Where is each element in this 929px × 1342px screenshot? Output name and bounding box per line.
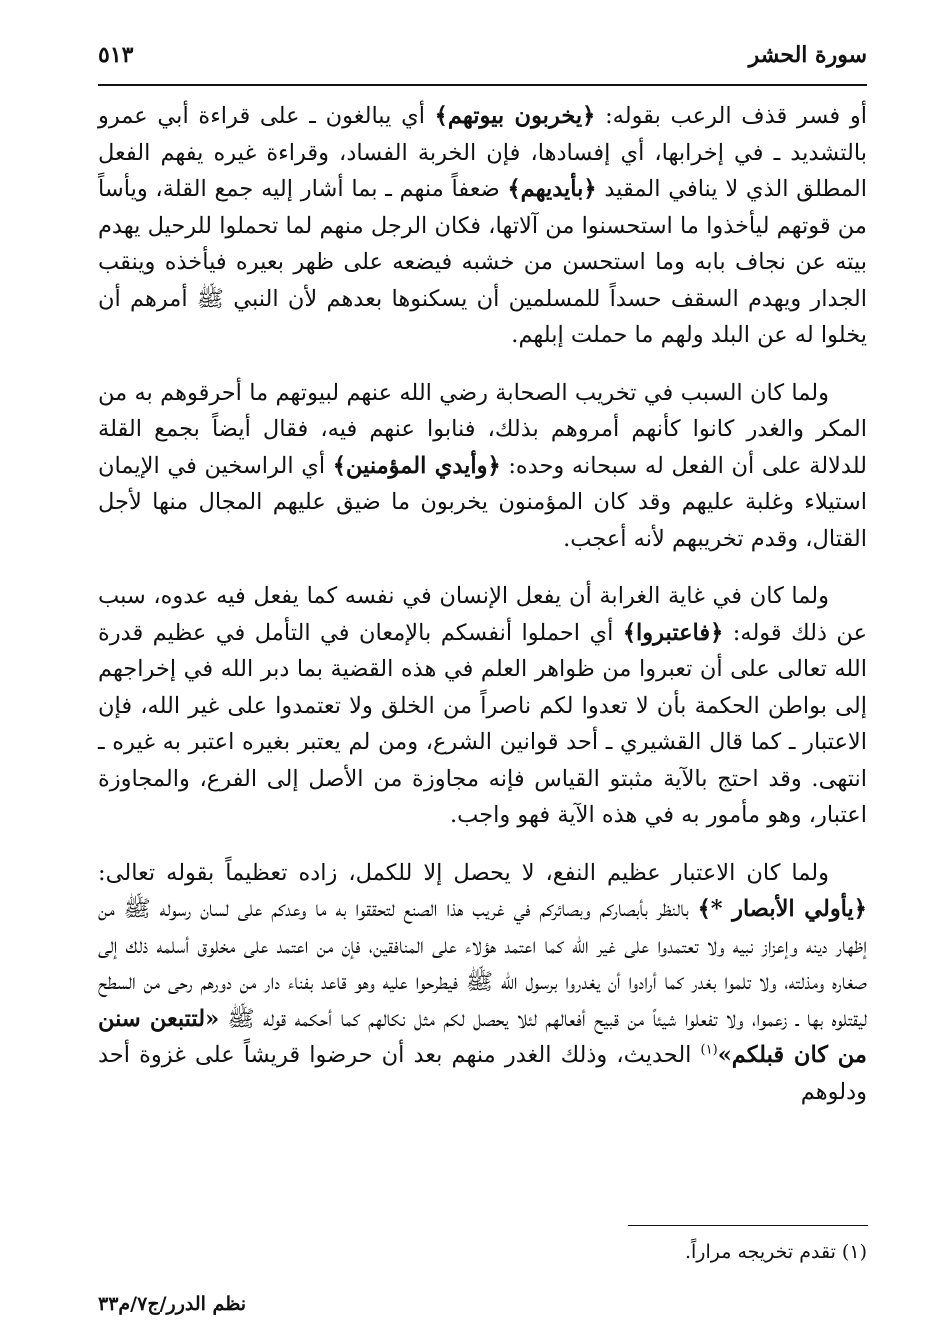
text-run: ولما كان الاعتبار عظيم النفع، لا يحصل إلا للكمل، زاده تعظيماً بقوله تعالى: [98,859,829,886]
footnote-marker[interactable]: (١) [700,1042,718,1058]
footnote-divider [628,1225,868,1226]
body-text [98,98,867,1131]
paragraph-3 [98,578,867,834]
running-title: سورة الحشر [748,42,867,68]
quran-quote: ﴿بأيديهم﴾ [507,176,597,202]
text-run: أي يبالغون ـ على قراءة أبي عمرو بالتشديد ـ في إخرابها، أي إفسادها، فإن الخربة الفساد، وقراءة غيره يفهم الفعل المطلق الذي لا ينافي المقيد [98,103,867,202]
quran-quote: ﴿فاعتبروا﴾ [622,619,724,646]
paragraph-4 [98,855,867,1111]
quran-quote: ﴿وأيدي المؤمنين﴾ [332,452,501,479]
text-run: الحديث، وذلك الغدر منهم بعد أن حرضوا قريشاً على غزوة أحد ودلوهم [98,1042,867,1105]
paragraph-2 [98,375,867,558]
text-run: أو فسر قذف الرعب بقوله: [595,103,868,129]
text-run: أي الراسخين في الإيمان استيلاء وغلبة عليهم وقد كان المؤمنون يخربون ما ضيق عليهم المجال منها لأجل القتال، وقدم تخريبهم لأنه أعجب. [98,452,867,552]
paragraph-1 [98,98,867,354]
footnote: (١) تقدم تخريجه مراراً. [684,1241,867,1263]
quran-quote: ﴿يأولي الأبصار *﴾ [697,896,867,922]
text-run: ولما كان في غاية الغرابة أن يفعل الإنسان في نفسه كما يفعل فيه عدوه، سبب عن ذلك قوله: [98,583,867,646]
hadith-quote: «لتتبعن سنن من كان قبلكم» [98,1005,867,1068]
page-header [98,38,867,86]
text-run: أي احملوا أنفسكم بالإمعان في التأمل في عظيم قدرة الله تعالى على أن تعبروا من ظواهر العلم في هذه القضية بما دبر الله في إخراجهم إلى بواطن الحكمة بأن لا تعدوا لكم ناصراً من الخلق ولا تعتمدوا على غير الله، فإن الاعتبار ـ كما قال القشيري ـ أحد قوانين الشرع، ومن لم يعتبر بغيره اعتبر به غيره ـ انتهى. وقد احتج بالآية مثبتو القياس فإنه مجاوزة من الأصل إلى الفرع، والمجاوزة اعتبار، وهو مأمور به في هذه الآية فهو واجب. [98,619,867,828]
signature-mark: نظم الدرر/ج٧/م٣٣ [98,1293,247,1315]
text-run: ضعفاً منهم ـ بما أشار إليه جمع القلة، ويأساً من قوتهم ليأخذوا ما استحسنوا من آلاتها، فكان الرجل منهم لما تحملوا للرحيل يهدم بيته عن نجاف بابه وما استحسن من خشبه فيضعه على ظهر بعيره فيأخذه وينقب الجدار ويهدم السقف حسداً للمسلمين أن يسكنوها بعدهم لأن النبي ﷺ أمرهم أن يخلوا له عن البلد ولهم ما حملت إبلهم. [98,176,867,348]
page-number: ٥١٣ [98,42,134,68]
quran-quote: ﴿يخربون بيوتهم﴾ [434,103,596,129]
text-run: ولما كان السبب في تخريب الصحابة رضي الله عنهم لبيوتهم ما أحرقوهم به من المكر والغدر كانوا كأنهم أمروهم بذلك، فنابوا عنهم فيه، فقال أيضاً بجمع القلة للدلالة على أن الفعل له سبحانه وحده: [98,379,868,479]
text-run: بالنظر بأبصاركم وبصائركم في غريب هذا الصنع لتحققوا به ما وعدكم على لسان رسوله ﷺ من إظهار دينه وإعزاز نبيه ولا تعتمدوا على غير الله كما اعتمد هؤلاء على المنافقين، فإن من اعتمد على مخلوق أسلمه ذلك إلى صغاره ومذلته، ولا تلموا بغدر كما أرادوا أن يغدروا برسول الله ﷺ فيطرحوا عليه وهو قاعد بفناء دار من دورهم رحى من السطح ليقتلوه بها ـ زعموا، ولا تفعلوا شيئاً من قبيح أفعالهم لئلا يحصل لكم مثل نكالهم كما أحكمه قوله ﷺ [98,896,867,1032]
